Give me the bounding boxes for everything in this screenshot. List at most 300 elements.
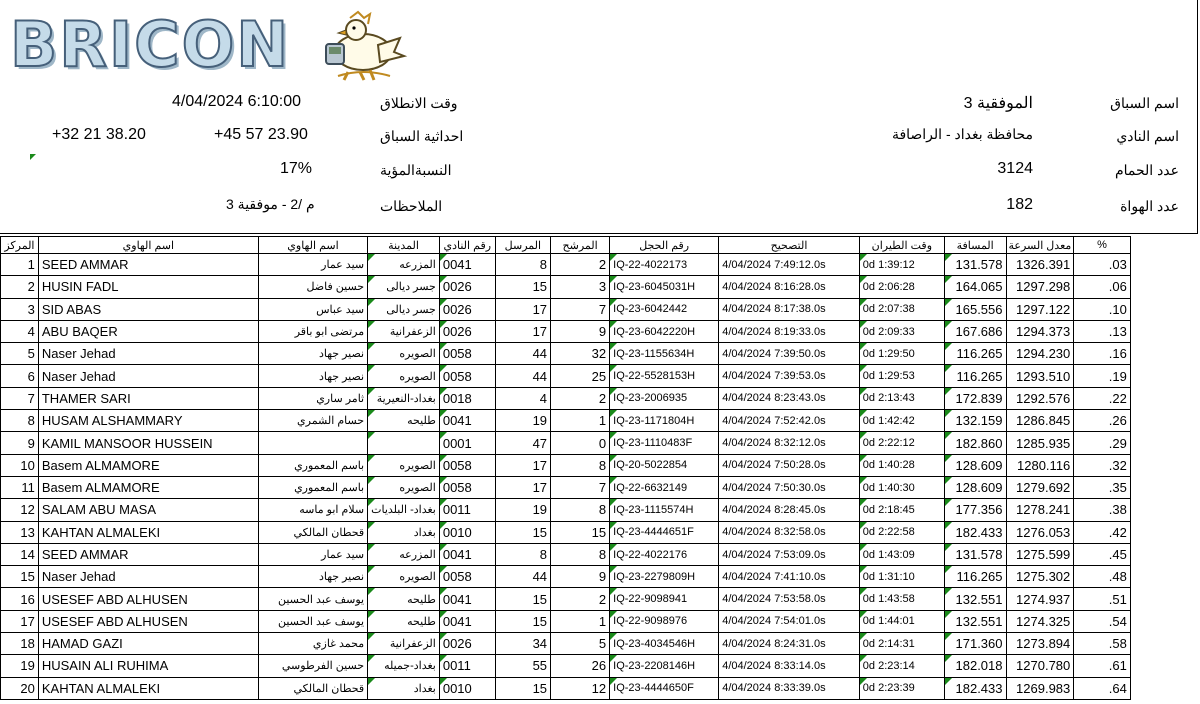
cell-city: الصويره: [368, 454, 440, 476]
cell-speed: 1275.599: [1006, 543, 1074, 565]
table-row: [1, 365, 1200, 387]
table-row: [1, 387, 1200, 409]
cell-position: 6: [1, 365, 39, 387]
cell-nominated: 2: [551, 387, 610, 409]
cell-sent: 17: [495, 476, 550, 498]
cell-fancier-ar: سيد عباس: [258, 298, 367, 320]
table-row: [1, 254, 1200, 276]
cell-fancier-ar: يوسف عبد الحسين: [258, 588, 367, 610]
cell-ring: IQ-23-4444651F: [610, 521, 719, 543]
cell-nominated: 25: [551, 365, 610, 387]
cell-flight-time: 0d 2:14:31: [859, 633, 944, 655]
cell-position: 15: [1, 566, 39, 588]
cell-sent: 15: [495, 521, 550, 543]
cell-corrected: 4/04/2024 7:39:53.0s: [719, 365, 860, 387]
cell-fancier-ar: مرتضى ابو باقر: [258, 320, 367, 342]
cell-distance: 131.578: [944, 543, 1006, 565]
cell-nominated: 1: [551, 410, 610, 432]
percent-value: 17%: [280, 160, 313, 177]
col-flight-time: وقت الطيران: [859, 237, 944, 254]
cell-speed: 1273.894: [1006, 633, 1074, 655]
cell-position: 19: [1, 655, 39, 677]
cell-ring: IQ-23-6045031H: [610, 276, 719, 298]
cell-corrected: 4/04/2024 8:23:43.0s: [719, 387, 860, 409]
cell-fancier-en: HUSAIN ALI RUHIMA: [38, 655, 258, 677]
cell-corrected: 4/04/2024 7:49:12.0s: [719, 254, 860, 276]
cell-distance: 172.839: [944, 387, 1006, 409]
cell-flight-time: 0d 1:29:50: [859, 343, 944, 365]
col-pct: %: [1074, 237, 1131, 254]
cell-sent: 17: [495, 298, 550, 320]
table-row: [1, 677, 1200, 699]
cell-pct: .35: [1074, 476, 1131, 498]
cell-speed: 1294.230: [1006, 343, 1074, 365]
col-nominated: المرشح: [551, 237, 610, 254]
cell-distance: 132.159: [944, 410, 1006, 432]
cell-nominated: 9: [551, 566, 610, 588]
cell-spacer: [1130, 588, 1199, 610]
cell-position: 1: [1, 254, 39, 276]
cell-ring: IQ-22-9098941: [610, 588, 719, 610]
cell-city: الزعفرانية: [368, 633, 440, 655]
cell-fancier-en: SEED AMMAR: [38, 543, 258, 565]
pigeon-clock-icon: [308, 10, 408, 82]
cell-fancier-en: SEED AMMAR: [38, 254, 258, 276]
cell-speed: 1270.780: [1006, 655, 1074, 677]
cell-distance: 131.578: [944, 254, 1006, 276]
cell-ring: IQ-22-9098976: [610, 610, 719, 632]
cell-sent: 15: [495, 610, 550, 632]
cell-pct: .10: [1074, 298, 1131, 320]
cell-ring: IQ-23-6042220H: [610, 320, 719, 342]
cell-club-no: 0058: [439, 343, 495, 365]
cell-flight-time: 0d 2:09:33: [859, 320, 944, 342]
cell-ring: IQ-23-2006935: [610, 387, 719, 409]
cell-distance: 116.265: [944, 566, 1006, 588]
cell-position: 10: [1, 454, 39, 476]
bricon-logo: [10, 8, 410, 82]
cell-spacer: [1130, 454, 1199, 476]
cell-city: المزرعه: [368, 543, 440, 565]
cell-ring: IQ-23-4034546H: [610, 633, 719, 655]
cell-fancier-ar: باسم المعموري: [258, 476, 367, 498]
cell-position: 2: [1, 276, 39, 298]
cell-distance: 182.433: [944, 677, 1006, 699]
cell-sent: 55: [495, 655, 550, 677]
cell-pct: .54: [1074, 610, 1131, 632]
cell-corrected: 4/04/2024 7:52:42.0s: [719, 410, 860, 432]
cell-fancier-ar: باسم المعموري: [258, 454, 367, 476]
cell-position: 9: [1, 432, 39, 454]
table-row: [1, 298, 1200, 320]
cell-flight-time: 0d 2:18:45: [859, 499, 944, 521]
cell-club-no: 0041: [439, 410, 495, 432]
cell-corrected: 4/04/2024 8:17:38.0s: [719, 298, 860, 320]
cell-club-no: 0001: [439, 432, 495, 454]
cell-fancier-ar: حسين الفرطوسي: [258, 655, 367, 677]
cell-distance: 164.065: [944, 276, 1006, 298]
cell-pct: .48: [1074, 566, 1131, 588]
fanciers-count: 182: [1006, 196, 1033, 213]
cell-club-no: 0058: [439, 476, 495, 498]
cell-nominated: 2: [551, 254, 610, 276]
cell-position: 5: [1, 343, 39, 365]
cell-position: 12: [1, 499, 39, 521]
cell-club-no: 0026: [439, 633, 495, 655]
table-row: [1, 655, 1200, 677]
cell-flight-time: 0d 2:13:43: [859, 387, 944, 409]
pigeons-count: 3124: [997, 160, 1033, 177]
race-name-label: اسم السباق: [1110, 95, 1179, 111]
cell-position: 8: [1, 410, 39, 432]
cell-club-no: 0041: [439, 588, 495, 610]
cell-nominated: 2: [551, 588, 610, 610]
cell-fancier-en: THAMER SARI: [38, 387, 258, 409]
cell-flight-time: 0d 2:07:38: [859, 298, 944, 320]
cell-city: الزعفرانية: [368, 320, 440, 342]
cell-pct: .51: [1074, 588, 1131, 610]
cell-sent: 15: [495, 677, 550, 699]
table-row: [1, 432, 1200, 454]
notes-value: م /2 - موفقية 3: [226, 196, 315, 212]
percent-label: النسبةالمؤية: [380, 162, 452, 178]
col-club-no: رقم النادي: [439, 237, 495, 254]
cell-position: 20: [1, 677, 39, 699]
cell-speed: 1276.053: [1006, 521, 1074, 543]
cell-speed: 1297.298: [1006, 276, 1074, 298]
cell-corrected: 4/04/2024 8:28:45.0s: [719, 499, 860, 521]
cell-sent: 17: [495, 320, 550, 342]
cell-sent: 44: [495, 365, 550, 387]
cell-fancier-en: USESEF ABD ALHUSEN: [38, 588, 258, 610]
cell-sent: 19: [495, 410, 550, 432]
cell-fancier-en: KAHTAN ALMALEKI: [38, 521, 258, 543]
cell-corrected: 4/04/2024 7:50:28.0s: [719, 454, 860, 476]
cell-corrected: 4/04/2024 8:33:14.0s: [719, 655, 860, 677]
cell-spacer: [1130, 387, 1199, 409]
race-coords-label: احداثية السباق: [380, 128, 464, 144]
cell-fancier-ar: يوسف عبد الحسين: [258, 610, 367, 632]
fanciers-count-label: عدد الهواة: [1120, 198, 1179, 214]
cell-spacer: [1130, 521, 1199, 543]
cell-spacer: [1130, 254, 1199, 276]
cell-distance: 182.433: [944, 521, 1006, 543]
table-row: [1, 343, 1200, 365]
cell-city: طليحه: [368, 588, 440, 610]
cell-distance: 182.860: [944, 432, 1006, 454]
cell-fancier-ar: سيد عمار: [258, 543, 367, 565]
cell-distance: 171.360: [944, 633, 1006, 655]
cell-club-no: 0011: [439, 499, 495, 521]
cell-position: 16: [1, 588, 39, 610]
cell-city: جسر ديالى: [368, 298, 440, 320]
cell-position: 7: [1, 387, 39, 409]
cell-position: 18: [1, 633, 39, 655]
cell-city: بغداد-جميله: [368, 655, 440, 677]
cell-pct: .32: [1074, 454, 1131, 476]
cell-fancier-en: KAHTAN ALMALEKI: [38, 677, 258, 699]
cell-sent: 17: [495, 454, 550, 476]
cell-fancier-ar: سيد عمار: [258, 254, 367, 276]
race-name: الموفقية 3: [963, 95, 1033, 112]
cell-nominated: 9: [551, 320, 610, 342]
cell-spacer: [1130, 655, 1199, 677]
cell-distance: 116.265: [944, 365, 1006, 387]
cell-corrected: 4/04/2024 7:53:58.0s: [719, 588, 860, 610]
cell-distance: 132.551: [944, 588, 1006, 610]
cell-corrected: 4/04/2024 7:50:30.0s: [719, 476, 860, 498]
cell-city: بغداد: [368, 521, 440, 543]
cell-club-no: 0041: [439, 610, 495, 632]
cell-position: 4: [1, 320, 39, 342]
cell-ring: IQ-22-4022173: [610, 254, 719, 276]
cell-speed: 1269.983: [1006, 677, 1074, 699]
cell-fancier-ar: ثامر ساري: [258, 387, 367, 409]
cell-corrected: 4/04/2024 7:53:09.0s: [719, 543, 860, 565]
table-row: [1, 476, 1200, 498]
cell-speed: 1275.302: [1006, 566, 1074, 588]
cell-sent: 47: [495, 432, 550, 454]
cell-speed: 1274.937: [1006, 588, 1074, 610]
cell-spacer: [1130, 276, 1199, 298]
cell-sent: 8: [495, 543, 550, 565]
cell-sent: 19: [495, 499, 550, 521]
cell-sent: 15: [495, 276, 550, 298]
cell-distance: 128.609: [944, 476, 1006, 498]
cell-fancier-en: HUSIN FADL: [38, 276, 258, 298]
cell-position: 14: [1, 543, 39, 565]
cell-position: 13: [1, 521, 39, 543]
cell-pct: .61: [1074, 655, 1131, 677]
cell-spacer: [1130, 543, 1199, 565]
table-row: [1, 610, 1200, 632]
cell-speed: 1326.391: [1006, 254, 1074, 276]
table-row: [1, 320, 1200, 342]
cell-fancier-ar: حسين فاضل: [258, 276, 367, 298]
cell-spacer: [1130, 476, 1199, 498]
cell-speed: 1280.116: [1006, 454, 1074, 476]
cell-nominated: 15: [551, 521, 610, 543]
table-row: [1, 588, 1200, 610]
cell-spacer: [1130, 365, 1199, 387]
cell-distance: 165.556: [944, 298, 1006, 320]
cell-flight-time: 0d 1:42:42: [859, 410, 944, 432]
cell-nominated: 8: [551, 499, 610, 521]
cell-speed: 1279.692: [1006, 476, 1074, 498]
cell-fancier-en: HUSAM ALSHAMMARY: [38, 410, 258, 432]
cell-club-no: 0058: [439, 454, 495, 476]
cell-city: الصويره: [368, 365, 440, 387]
cell-position: 17: [1, 610, 39, 632]
club-name: محافظة بغداد - الراصافة: [891, 126, 1033, 142]
table-row: [1, 566, 1200, 588]
cell-city: [368, 432, 440, 454]
flag-marker: [30, 154, 36, 160]
cell-club-no: 0026: [439, 298, 495, 320]
cell-flight-time: 0d 1:40:28: [859, 454, 944, 476]
cell-ring: IQ-23-1115574H: [610, 499, 719, 521]
cell-flight-time: 0d 1:29:53: [859, 365, 944, 387]
cell-city: الصويره: [368, 566, 440, 588]
cell-fancier-en: SALAM ABU MASA: [38, 499, 258, 521]
cell-flight-time: 0d 2:22:12: [859, 432, 944, 454]
cell-corrected: 4/04/2024 8:19:33.0s: [719, 320, 860, 342]
cell-nominated: 32: [551, 343, 610, 365]
cell-fancier-ar: قحطان المالكي: [258, 677, 367, 699]
cell-speed: 1286.845: [1006, 410, 1074, 432]
cell-club-no: 0041: [439, 254, 495, 276]
cell-flight-time: 0d 1:40:30: [859, 476, 944, 498]
cell-flight-time: 0d 1:43:09: [859, 543, 944, 565]
cell-club-no: 0058: [439, 566, 495, 588]
cell-distance: 132.551: [944, 610, 1006, 632]
cell-fancier-en: HAMAD GAZI: [38, 633, 258, 655]
cell-club-no: 0010: [439, 521, 495, 543]
cell-city: بغداد: [368, 677, 440, 699]
cell-fancier-en: USESEF ABD ALHUSEN: [38, 610, 258, 632]
cell-corrected: 4/04/2024 7:39:50.0s: [719, 343, 860, 365]
cell-city: جسر ديالى: [368, 276, 440, 298]
cell-corrected: 4/04/2024 7:41:10.0s: [719, 566, 860, 588]
cell-pct: .03: [1074, 254, 1131, 276]
cell-fancier-en: Naser Jehad: [38, 343, 258, 365]
cell-nominated: 0: [551, 432, 610, 454]
col-position: المركز: [1, 237, 39, 254]
cell-fancier-ar: نصير جهاد: [258, 365, 367, 387]
cell-speed: 1294.373: [1006, 320, 1074, 342]
cell-city: بغداد-النعيرية: [368, 387, 440, 409]
cell-pct: .22: [1074, 387, 1131, 409]
cell-ring: IQ-22-6632149: [610, 476, 719, 498]
cell-club-no: 0010: [439, 677, 495, 699]
cell-nominated: 26: [551, 655, 610, 677]
cell-sent: 34: [495, 633, 550, 655]
col-distance: المسافة: [944, 237, 1006, 254]
cell-city: طليحه: [368, 610, 440, 632]
club-name-label: اسم النادي: [1116, 128, 1179, 144]
cell-corrected: 4/04/2024 8:16:28.0s: [719, 276, 860, 298]
cell-distance: 128.609: [944, 454, 1006, 476]
cell-fancier-ar: سلام ابو ماسه: [258, 499, 367, 521]
cell-spacer: [1130, 298, 1199, 320]
cell-spacer: [1130, 610, 1199, 632]
cell-pct: .13: [1074, 320, 1131, 342]
cell-pct: .29: [1074, 432, 1131, 454]
cell-ring: IQ-23-6042442: [610, 298, 719, 320]
cell-corrected: 4/04/2024 8:24:31.0s: [719, 633, 860, 655]
cell-position: 11: [1, 476, 39, 498]
table-row: [1, 276, 1200, 298]
cell-fancier-en: Basem ALMAMORE: [38, 476, 258, 498]
cell-club-no: 0041: [439, 543, 495, 565]
cell-nominated: 7: [551, 298, 610, 320]
cell-flight-time: 0d 1:43:58: [859, 588, 944, 610]
cell-distance: 177.356: [944, 499, 1006, 521]
cell-spacer: [1130, 566, 1199, 588]
cell-distance: 182.018: [944, 655, 1006, 677]
col-fancier-ar: اسم الهاوي: [258, 237, 367, 254]
cell-city: الصويره: [368, 476, 440, 498]
cell-sent: 44: [495, 343, 550, 365]
col-fancier-en: اسم الهاوي: [38, 237, 258, 254]
cell-corrected: 4/04/2024 8:32:12.0s: [719, 432, 860, 454]
logo-text: BRICON: [10, 8, 291, 81]
col-sent: المرسل: [495, 237, 550, 254]
cell-pct: .26: [1074, 410, 1131, 432]
cell-nominated: 7: [551, 476, 610, 498]
race-latitude: +45 57 23.90: [214, 126, 308, 143]
cell-nominated: 12: [551, 677, 610, 699]
cell-pct: .19: [1074, 365, 1131, 387]
race-longitude: +32 21 38.20: [52, 126, 146, 143]
cell-club-no: 0058: [439, 365, 495, 387]
table-row: [1, 454, 1200, 476]
cell-fancier-en: KAMIL MANSOOR HUSSEIN: [38, 432, 258, 454]
cell-ring: IQ-22-4022176: [610, 543, 719, 565]
cell-flight-time: 0d 1:31:10: [859, 566, 944, 588]
cell-speed: 1297.122: [1006, 298, 1074, 320]
cell-speed: 1274.325: [1006, 610, 1074, 632]
cell-flight-time: 0d 2:06:28: [859, 276, 944, 298]
cell-position: 3: [1, 298, 39, 320]
cell-spacer: [1130, 432, 1199, 454]
cell-ring: IQ-23-1110483F: [610, 432, 719, 454]
cell-ring: IQ-23-2279809H: [610, 566, 719, 588]
cell-flight-time: 0d 1:39:12: [859, 254, 944, 276]
cell-spacer: [1130, 677, 1199, 699]
cell-club-no: 0026: [439, 320, 495, 342]
cell-pct: .42: [1074, 521, 1131, 543]
col-ring: رقم الحجل: [610, 237, 719, 254]
cell-fancier-ar: محمد غازي: [258, 633, 367, 655]
cell-speed: 1292.576: [1006, 387, 1074, 409]
cell-nominated: 8: [551, 543, 610, 565]
col-city: المدينة: [368, 237, 440, 254]
results-table: [0, 236, 1200, 700]
cell-pct: .06: [1074, 276, 1131, 298]
cell-fancier-en: Naser Jehad: [38, 566, 258, 588]
table-row: [1, 543, 1200, 565]
cell-spacer: [1130, 499, 1199, 521]
cell-sent: 15: [495, 588, 550, 610]
table-row: [1, 499, 1200, 521]
cell-ring: IQ-23-4444650F: [610, 677, 719, 699]
cell-speed: 1293.510: [1006, 365, 1074, 387]
cell-pct: .58: [1074, 633, 1131, 655]
table-row: [1, 521, 1200, 543]
table-header-row: [1, 237, 1200, 254]
cell-sent: 8: [495, 254, 550, 276]
cell-flight-time: 0d 2:22:58: [859, 521, 944, 543]
cell-corrected: 4/04/2024 7:54:01.0s: [719, 610, 860, 632]
cell-ring: IQ-23-1155634H: [610, 343, 719, 365]
cell-nominated: 5: [551, 633, 610, 655]
cell-corrected: 4/04/2024 8:32:58.0s: [719, 521, 860, 543]
cell-spacer: [1130, 343, 1199, 365]
cell-pct: .16: [1074, 343, 1131, 365]
cell-sent: 4: [495, 387, 550, 409]
cell-fancier-en: Naser Jehad: [38, 365, 258, 387]
cell-nominated: 1: [551, 610, 610, 632]
cell-club-no: 0011: [439, 655, 495, 677]
cell-city: بغداد- البلديات: [368, 499, 440, 521]
cell-club-no: 0018: [439, 387, 495, 409]
cell-ring: IQ-23-2208146H: [610, 655, 719, 677]
cell-city: الصويره: [368, 343, 440, 365]
cell-fancier-en: SID ABAS: [38, 298, 258, 320]
cell-fancier-ar: قحطان المالكي: [258, 521, 367, 543]
cell-city: طليحه: [368, 410, 440, 432]
